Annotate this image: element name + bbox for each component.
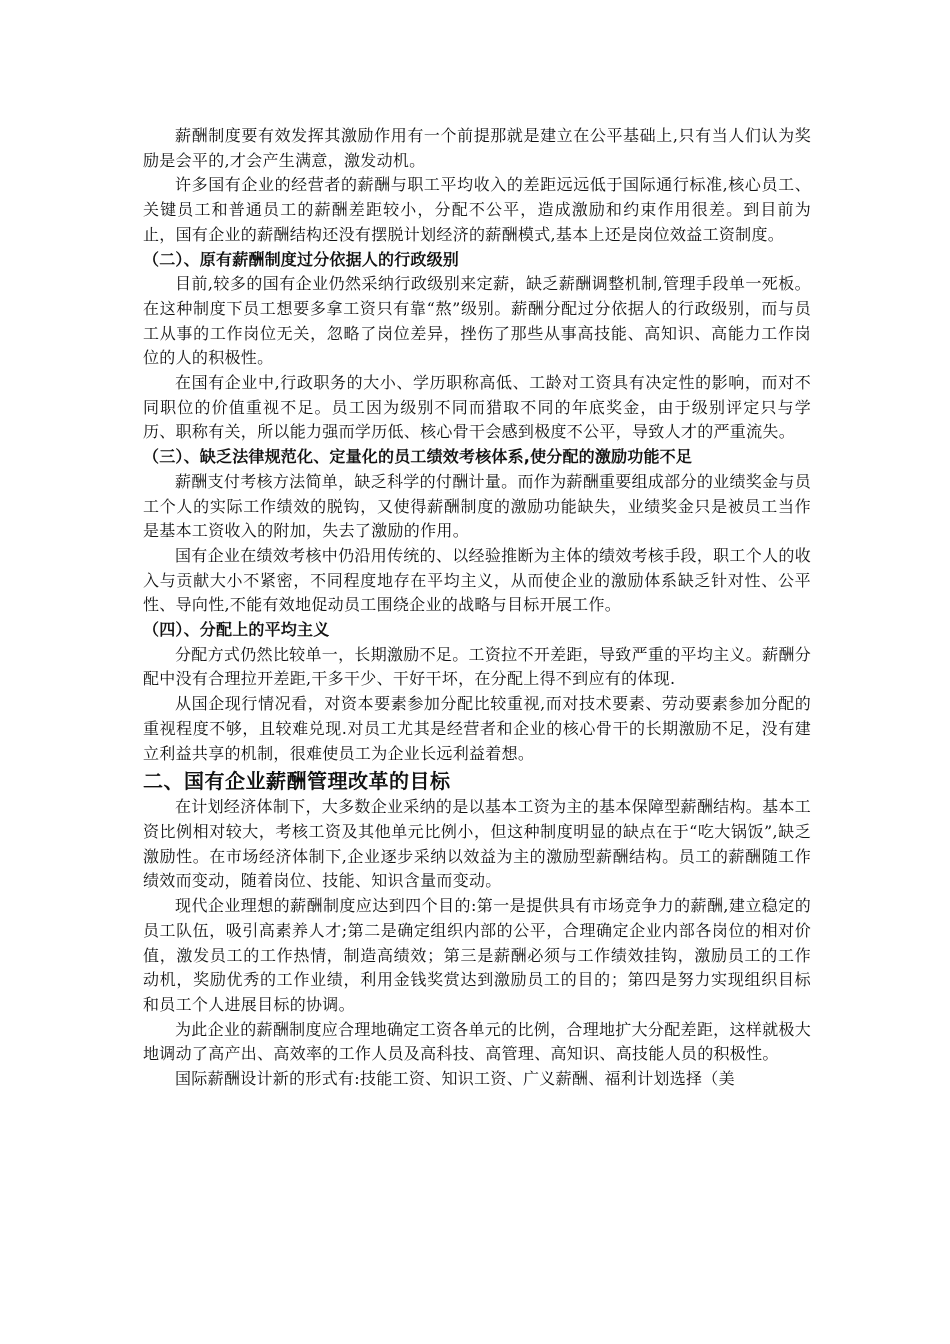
paragraph: 目前,较多的国有企业仍然采纳行政级别来定薪，缺乏薪酬调整机制,管理手段单一死板。在这种制度下员工想要多拿工资只有靠“熬”级别。薪酬分配过分依据人的行政级别，而与员工从事的工作岗位无关，忽略了岗位差异，挫伤了那些从事高技能、高知识、高能力工作岗位的人的积极性。 [143,274,811,368]
paragraph: 许多国有企业的经营者的薪酬与职工平均收入的差距远远低于国际通行标准,核心员工、关键员工和普通员工的薪酬差距较小，分配不公平，造成激励和约束作用很差。到目前为止，国有企业的薪酬结构还没有摆脱计划经济的薪酬模式,基本上还是岗位效益工资制度。 [143,175,811,244]
subheading: （四）、分配上的平均主义 [143,620,330,640]
paragraph: 国际薪酬设计新的形式有:技能工资、知识工资、广义薪酬、福利计划选择（美 [175,1069,735,1089]
paragraph: 在国有企业中,行政职务的大小、学历职称高低、工龄对工资具有决定性的影响，而对不同职位的价值重视不足。员工因为级别不同而猎取不同的年底奖金，由于级别评定只与学历、职称有关，所以能力强而学历低、核心骨干会感到极度不公平，导致人才的严重流失。 [143,373,811,442]
paragraph: 分配方式仍然比较单一，长期激励不足。工资拉不开差距，导致严重的平均主义。薪酬分配中没有合理拉开差距,干多干少、干好干坏，在分配上得不到应有的体现. [143,644,811,689]
subheading: （三）、缺乏法律规范化、定量化的员工绩效考核体系,使分配的激励功能不足 [143,447,693,467]
paragraph: 现代企业理想的薪酬制度应达到四个目的:第一是提供具有市场竞争力的薪酬,建立稳定的员工队伍，吸引高素养人才;第二是确定组织内部的公平，合理确定企业内部各岗位的相对价值，激发员工的工作热情，制造高绩效；第三是薪酬必须与工作绩效挂钩，激励员工的工作动机，奖励优秀的工作业绩，利用金钱奖赏达到激励员工的目的；第四是努力实现组织目标和员工个人进展目标的协调。 [143,896,811,1014]
paragraph: 薪酬制度要有效发挥其激励作用有一个前提那就是建立在公平基础上,只有当人们认为奖励是会平的,才会产生满意，激发动机。 [143,126,811,170]
paragraph: 为此企业的薪酬制度应合理地确定工资各单元的比例，合理地扩大分配差距，这样就极大地调动了高产出、高效率的工作人员及高科技、高管理、高知识、高技能人员的积极性。 [143,1019,811,1064]
document-page [143,124,811,1092]
subheading: （二）、原有薪酬制度过分依据人的行政级别 [143,249,460,269]
section-heading: 二、国有企业薪酬管理改革的目标 [143,769,451,794]
paragraph: 在计划经济体制下，大多数企业采纳的是以基本工资为主的基本保障型薪酬结构。基本工资比例相对较大，考核工资及其他单元比例小，但这种制度明显的缺点在于“吃大锅饭”,缺乏激励性。在市场经济体制下,企业逐步采纳以效益为主的激励型薪酬结构。员工的薪酬随工作绩效而变动，随着岗位、技能、知识含量而变动。 [143,797,811,891]
paragraph: 薪酬支付考核方法简单，缺乏科学的付酬计量。而作为薪酬重要组成部分的业绩奖金与员工个人的实际工作绩效的脱钩，又使得薪酬制度的激励功能缺失，业绩奖金只是被员工当作是基本工资收入的附加，失去了激励的作用。 [143,471,811,541]
paragraph: 国有企业在绩效考核中仍沿用传统的、以经验推断为主体的绩效考核手段，职工个人的收入与贡献大小不紧密，不同程度地存在平均主义，从而使企业的激励体系缺乏针对性、公平性、导向性,不能有效地促动员工围绕企业的战略与目标开展工作。 [143,545,811,615]
paragraph: 从国企现行情况看，对资本要素参加分配比较重视,而对技术要素、劳动要素参加分配的重视程度不够，且较难兑现.对员工尤其是经营者和企业的核心骨干的长期激励不足，没有建立利益共享的机制，很难使员工为企业长远利益着想。 [143,694,811,763]
